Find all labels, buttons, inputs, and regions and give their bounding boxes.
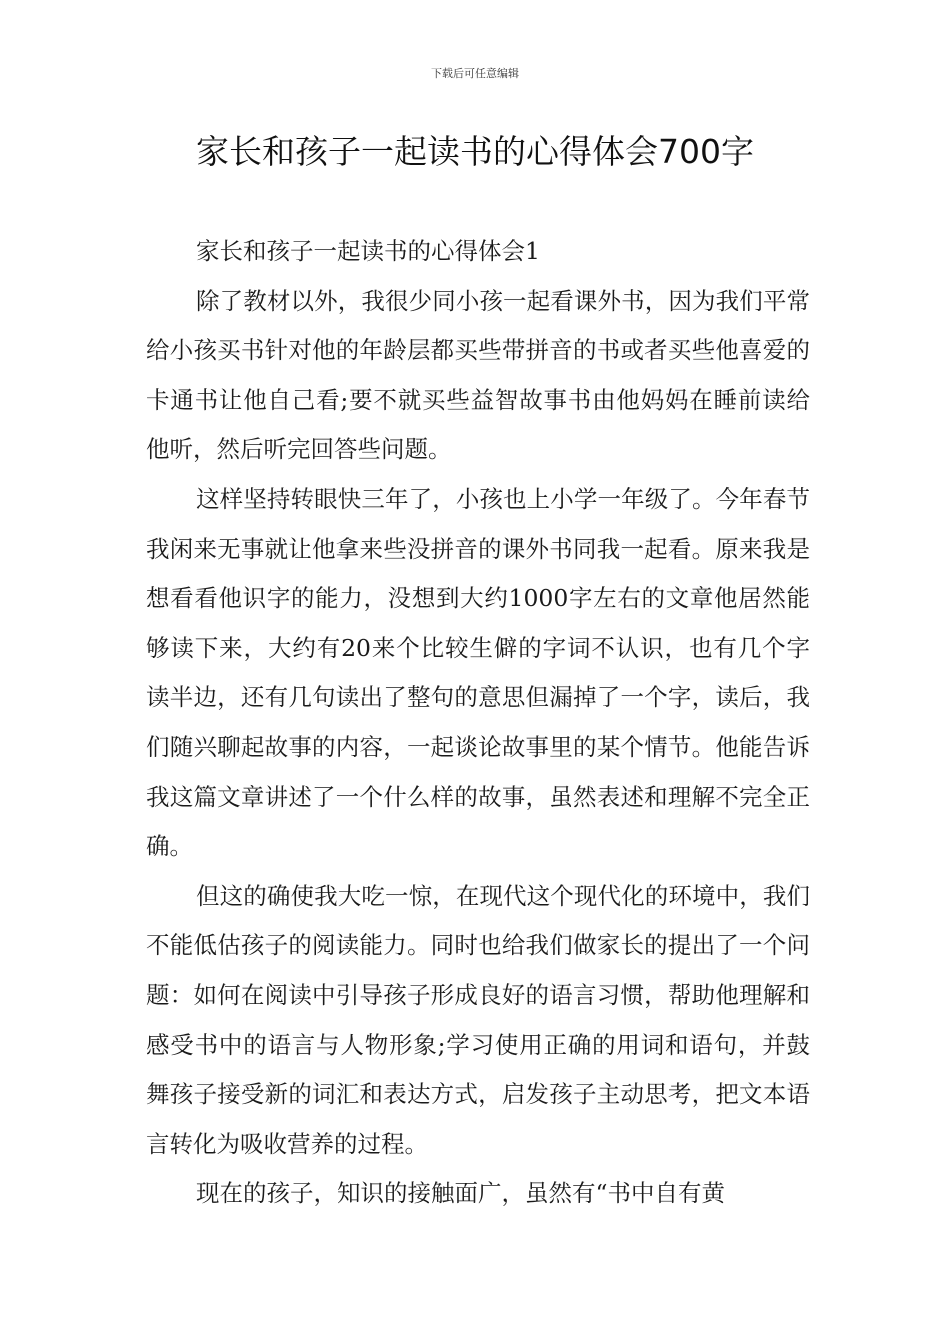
- paragraph-4: 现在的孩子，知识的接触面广，虽然有“书中自有黄: [196, 1179, 726, 1208]
- paragraph-3: 但这的确使我大吃一惊，在现代这个现代化的环境中，我们不能低估孩子的阅读能力。同时也给我们做家长的提出了一个问题：如何在阅读中引导孩子形成良好的语言习惯，帮助他理解和感受书中的语言与人物形象;学习使用正确的用词和语句，并鼓舞孩子接受新的词汇和表达方式，启发孩子主动思考，把文本语言转化为吸收营养的过程。: [146, 881, 810, 1158]
- document-body: [146, 227, 810, 1219]
- paragraph-2: 这样坚持转眼快三年了，小孩也上小学一年级了。今年春节我闲来无事就让他拿来些没拼音的课外书同我一起看。原来我是想看看他识字的能力，没想到大约1000字左右的文章他居然能够读下来，大约有20来个比较生僻的字词不认识，也有几个字读半边，还有几句读出了整句的意思但漏掉了一个字，读后，我们随兴聊起故事的内容，一起谈论故事里的某个情节。他能告诉我这篇文章讲述了一个什么样的故事，虽然表述和理解不完全正确。: [146, 484, 810, 861]
- paragraph-1: 除了教材以外，我很少同小孩一起看课外书，因为我们平常给小孩买书针对他的年龄层都买些带拼音的书或者买些他喜爱的卡通书让他自己看;要不就买些益智故事书由他妈妈在睡前读给他听，然后听完回答些问题。: [146, 286, 810, 464]
- section-subtitle: 家长和孩子一起读书的心得体会1: [196, 237, 540, 265]
- header-note: 下载后可任意编辑: [431, 67, 519, 80]
- document-title: 家长和孩子一起读书的心得体会700字: [196, 132, 754, 171]
